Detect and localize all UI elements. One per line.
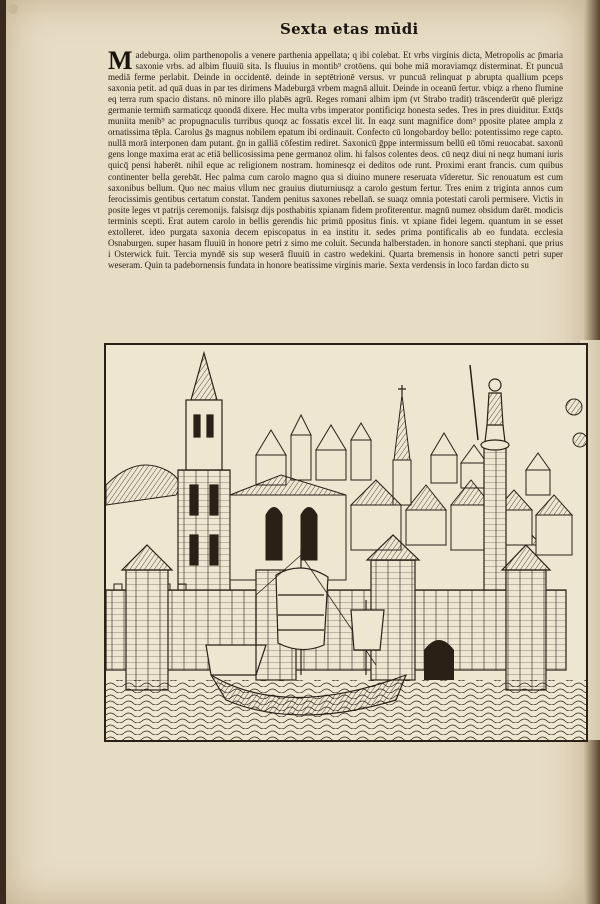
text-line: si diuino munere reseruata vīderetur. Sic renouatum est cum saxonibus bellum. Quo nec maius vllum — [108, 171, 563, 193]
text-line: it. sedes prima pontificalis ab eo fundata. ecclesia Osnaburgen. super hasam fluuiū in honore petri z simo — [108, 226, 563, 248]
drop-cap: M — [108, 50, 133, 75]
text-line: rum spacio distans. nō minore illo plabēs agrū. Reges romani albim ipm (vt Strabo tradit) trāscenderūt — [139, 94, 522, 105]
text-line: lit. In eaqz sunt magnifice dom⁹ pposite platee ampla z ornatissima tēpla. Carolus ḡs magnus nobilem — [108, 116, 563, 138]
text-line: miā moraviamqz disterminat. Et puncuā mediā ferme perlabit. Deinde in occidentē. deinde in septētrionē — [108, 61, 563, 83]
text-paragraph — [108, 50, 563, 271]
town-wall — [106, 590, 566, 670]
body-text-block — [108, 50, 563, 322]
city-view-drawing — [106, 345, 586, 740]
text-line: sedes. Tres in pres diuiditur. Extq̄s muniita menib⁹ ac propugnaculis turribus quoqz ac fossatis excel — [108, 105, 563, 127]
text-line: epatum ibi ordinauit. Confecto cū longobardoy bello: potentissimo rege capto. nullā morā interponen — [108, 127, 563, 149]
text-line: certatum constat. Tandem penitus saxones rebellan̄. se suaqz omnia potestati caroli permisere. Victis in — [187, 193, 563, 204]
text-line: quē plerigz germanie termim̄ sarmaticqz quondā dixere. Hec multa vrbs imperator pontificiqz honesta — [108, 94, 563, 116]
text-line: tes dirimens Madeburgā vrbem magnā alluit. Deinde in oceanū fertur. vbiqz a rheno flumine eq terra — [108, 83, 563, 105]
text-line: posite leges vt patrijs ceremonijs. falsisqz dijs posthabitis xpianam fidem profiterentur. magnū numez — [108, 204, 479, 215]
text-line: obsidum darēt. modicis terminis scepti. Erat autem carolo in bellis gerendis hic primū ppositus finis. — [108, 204, 563, 226]
text-line: Metropolis ac p̄maria saxonie vrbs. ad albim fluuiū sita. Is fluuius in montib⁹ crotōens. qui bohe — [135, 50, 563, 72]
running-head: Sexta etas mūdi — [280, 20, 419, 38]
text-line: dam putant. ḡn in galliā cōfestim rediret. Saxonicū ḡppe intermissum bellū eū tōmi reuocabat. saxonū — [191, 138, 563, 149]
woodcut-illustration — [104, 343, 588, 742]
text-line: me coluit. Secunda halberstaden. in honore sancti stephani. que prius i Osterwick fuit. Tercia myndē — [108, 237, 563, 259]
library-stamp — [8, 4, 18, 14]
text-line: adeburga. olim parthenopolis a venere parthenia appellata; q ibi colebat. Et vrbs virgínis dicta, — [135, 50, 485, 60]
text-line: vt xpiane fidei legem. quantum in se esset extolleret. ideo purgata saxonia decem episcopatus in ea institu — [108, 215, 563, 237]
cathedral-nave — [230, 475, 346, 580]
text-line: versus. vr puncuā relinquat p abrupta quallium pceps saxonia petit. ad quā duas in par — [108, 72, 563, 94]
text-line: ni neqz humani iuris quicq̄ pensi haberēt. nihil eque ac religionem nostram. hominesqz ei deditos ode — [108, 149, 563, 171]
text-line: gens longe maxima erat ac etiā bellicosissima pene germanoz olim. hi falsos colentes deos. cū neqz diui — [108, 149, 489, 160]
text-line: nec grauius diuturniusqz a carolo gestum fertur. Tres enim z triginta annos cum ferocissimis gentibus — [108, 182, 563, 204]
text-line: runt. Proximi erant francis. cum quibus continenter bella gerebāt. Hec palma cum carolo magno qua — [108, 160, 563, 182]
text-line: sis sup weserā fluuiū in castro wedekini. Quarta bremensis in honore sancti petri super weseram. Quin — [108, 248, 563, 270]
text-line: ta padebornensis fundata in honore beatissime virginis marie. Sexta verdensis in loco fardan dicto su — [165, 259, 529, 270]
town-gate — [424, 640, 454, 680]
